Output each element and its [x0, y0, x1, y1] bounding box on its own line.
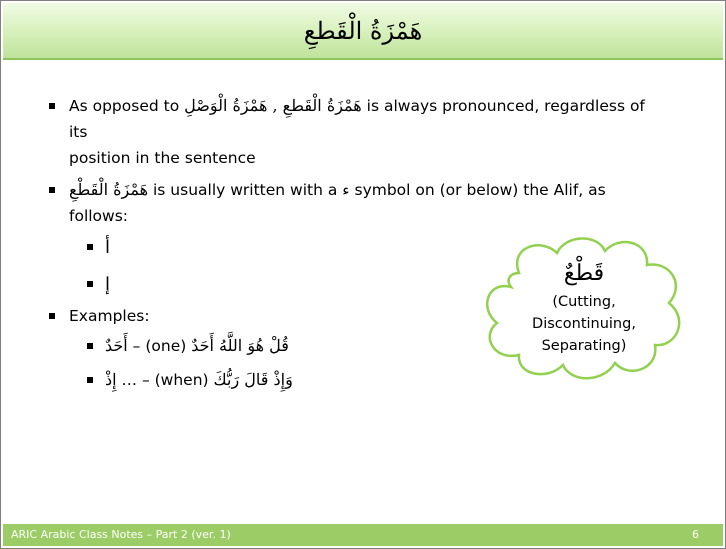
example-2-text: … – (when): [121, 371, 209, 389]
footer-title: ARIC Arabic Class Notes – Part 2 (ver. 1): [11, 528, 231, 541]
example-1-arabic: قُلْ هُوَ اللَّهُ أَحَدٌ: [191, 336, 289, 355]
bullet-hamzat-pronounced: [45, 93, 665, 171]
bullet-2-text: is usually written with a ء symbol on (or below) the Alif, as follows:: [69, 181, 606, 225]
bullet-1-suffix: is always pronounced, regardless of its: [69, 97, 645, 141]
cloud-text: [479, 259, 689, 357]
examples-label: Examples:: [69, 307, 150, 325]
cloud-line-1: (Cutting,: [552, 294, 616, 310]
alif-hamza-above: أ: [105, 237, 111, 258]
cloud-arabic-word: قَطْعٌ: [563, 261, 605, 286]
example-2-arabic: وَإِذْ قَالَ رَبُّكَ: [213, 370, 293, 389]
slide-title: هَمْزَةُ الْقَطعِ: [303, 16, 423, 45]
cloud-line-3: Separating): [541, 338, 627, 354]
bullet-2-arabic: هَمْزَةُ الْقَطْعِ: [69, 180, 149, 199]
bullet-1-prefix: As opposed to: [69, 97, 180, 115]
bullet-hamzat-written: [45, 177, 665, 229]
bullet-1-arabic: هَمْزَةُ الْقَطعِ , هَمْزَةُ الْوَصْلِ: [184, 96, 362, 115]
bullet-1-line2: position in the sentence: [69, 149, 256, 167]
alif-hamza-below: إ: [105, 274, 111, 295]
footer-bar: [3, 524, 723, 546]
title-bar: [3, 3, 723, 60]
page-number: 6: [692, 528, 699, 541]
example-1-text: – (one): [132, 337, 187, 355]
example-1-word: أَحَدٌ: [105, 336, 128, 355]
example-2-word: إِذْ: [105, 370, 117, 389]
cloud-line-2: Discontinuing,: [532, 316, 636, 332]
